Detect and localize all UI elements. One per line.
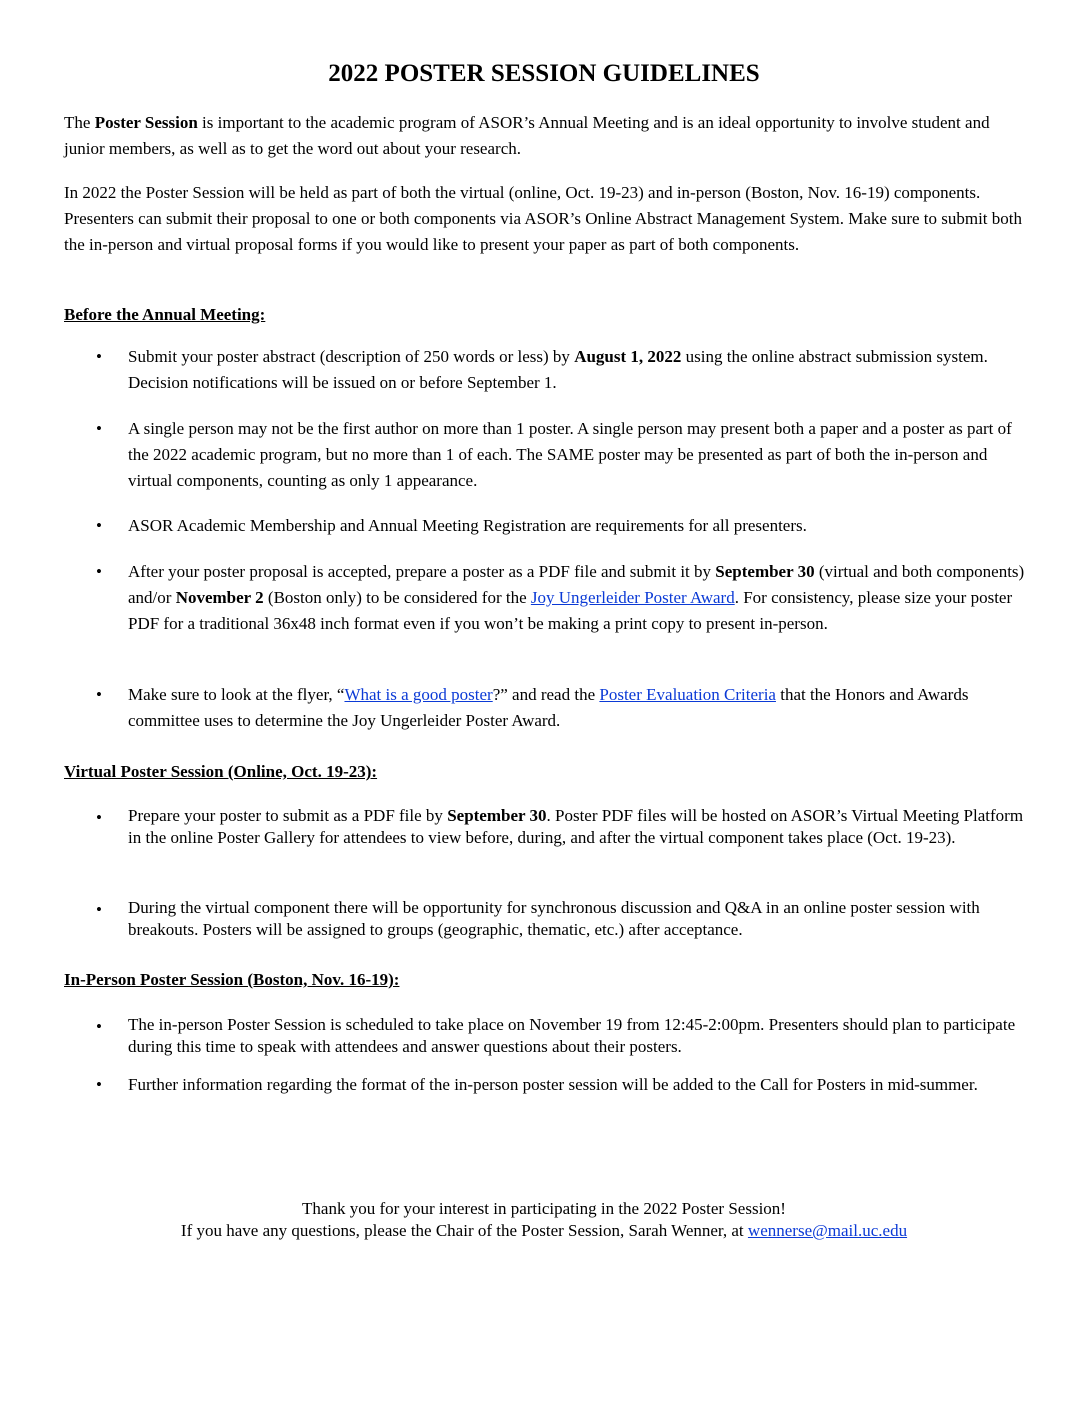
intro-p1-bold: Poster Session bbox=[94, 113, 198, 132]
bullet-icon: • bbox=[96, 685, 102, 704]
bullet-icon: • bbox=[96, 516, 102, 535]
list-item-text: A single person may not be the first author on more than 1 poster. A single person may present both a paper and a poster as part of the 2022 academic program, but no more than 1 of each. The SAME poster may be presented as part of both the in-person and virtual components, counting as only 1 appearance. bbox=[128, 419, 1012, 490]
list-item-text: During the virtual component there will be opportunity for synchronous discussion and Q&A in an online poster session with breakouts. Posters will be assigned to groups (geographic, thematic, etc.) after acceptance. bbox=[128, 898, 980, 939]
bullet-icon: • bbox=[96, 1017, 102, 1036]
bullet-icon: • bbox=[96, 347, 102, 366]
intro-p1-text-after: is important to the academic program of ASOR’s Annual Meeting and is an ideal opportunity to involve student and junior members, as well as to get the word out about your research. bbox=[64, 113, 990, 158]
text-run: (Boston only) to be considered for the bbox=[263, 588, 531, 607]
bullet-icon: • bbox=[96, 808, 102, 827]
bullet-icon: • bbox=[96, 562, 102, 581]
list-item-text: ASOR Academic Membership and Annual Meeting Registration are requirements for all presenters. bbox=[128, 516, 807, 535]
closing-note bbox=[0, 1198, 1088, 1242]
bullet-icon: • bbox=[96, 1075, 102, 1094]
text-run: (virtual and both components) and/or bbox=[128, 562, 1025, 607]
text-run: . For consistency, please size your poster PDF for a traditional 36x48 inch format even if you won’t be making a print copy to present in-person. bbox=[128, 588, 1013, 633]
page-title: 2022 POSTER SESSION GUIDELINES bbox=[328, 60, 760, 87]
deadline-date: September 30 bbox=[715, 562, 815, 581]
text-run: that the Honors and Awards committee uses to determine the Joy Ungerleider Poster Award. bbox=[128, 685, 969, 730]
list-item-text: Further information regarding the format of the in-person poster session will be added to the Call for Posters in mid-summer. bbox=[128, 1075, 978, 1094]
deadline-date: November 2 bbox=[175, 588, 264, 607]
contact-email-link[interactable]: wennerse@mail.uc.edu bbox=[747, 1221, 908, 1240]
text-run: ?” and read the bbox=[492, 685, 600, 704]
text-run: Make sure to look at the flyer, “ bbox=[128, 685, 345, 704]
section-heading-in-person: In-Person Poster Session (Boston, Nov. 16-19): bbox=[64, 970, 400, 989]
intro-paragraph-1 bbox=[64, 110, 1030, 162]
intro-paragraph-2: In 2022 the Poster Session will be held as part of both the virtual (online, Oct. 19-23) and in-person (Boston, Nov. 16-19) components. Presenters can submit their proposal to one or both components via ASOR’s Online Abstract Management System. Make sure to submit both the in-person and virtual proposal forms if you would like to present your paper as part of both components. bbox=[64, 183, 1023, 254]
section-heading-before-meeting: Before the Annual Meeting: bbox=[64, 305, 266, 324]
bullet-icon: • bbox=[96, 419, 102, 438]
list-item-text bbox=[128, 805, 1028, 849]
text-run: using the online abstract submission system. Decision notifications will be issued on or before September 1. bbox=[128, 347, 988, 392]
evaluation-criteria-link[interactable]: Poster Evaluation Criteria bbox=[599, 685, 776, 704]
list-item-text bbox=[128, 559, 1028, 637]
section-heading-virtual: Virtual Poster Session (Online, Oct. 19-23): bbox=[64, 762, 378, 781]
good-poster-flyer-link[interactable]: What is a good poster bbox=[344, 685, 493, 704]
text-run: If you have any questions, please the Chair of the Poster Session, Sarah Wenner, at bbox=[180, 1221, 748, 1240]
text-run: Submit your poster abstract (description of 250 words or less) by bbox=[128, 347, 575, 366]
list-item-text bbox=[128, 344, 1028, 396]
deadline-date: September 30 bbox=[447, 806, 547, 825]
deadline-date: August 1, 2022 bbox=[574, 347, 682, 366]
closing-line-1: Thank you for your interest in participating in the 2022 Poster Session! bbox=[302, 1199, 786, 1218]
intro-p1-text-before: The bbox=[64, 113, 95, 132]
list-item-text: The in-person Poster Session is scheduled to take place on November 19 from 12:45-2:00pm. Presenters should plan to participate during this time to speak with attendees and answer questions about their posters. bbox=[128, 1015, 1016, 1056]
text-run: . Poster PDF files will be hosted on ASOR’s Virtual Meeting Platform in the online Poster Gallery for attendees to view before, during, and after the virtual component takes place (Oct. 19-23). bbox=[128, 806, 1024, 847]
closing-line-2 bbox=[0, 1220, 1088, 1242]
text-run: After your poster proposal is accepted, prepare a poster as a PDF file and submit it by bbox=[128, 562, 716, 581]
list-item-text bbox=[128, 682, 1028, 734]
text-run: Prepare your poster to submit as a PDF file by bbox=[128, 806, 448, 825]
bullet-icon: • bbox=[96, 900, 102, 919]
poster-award-link[interactable]: Joy Ungerleider Poster Award bbox=[530, 588, 735, 607]
